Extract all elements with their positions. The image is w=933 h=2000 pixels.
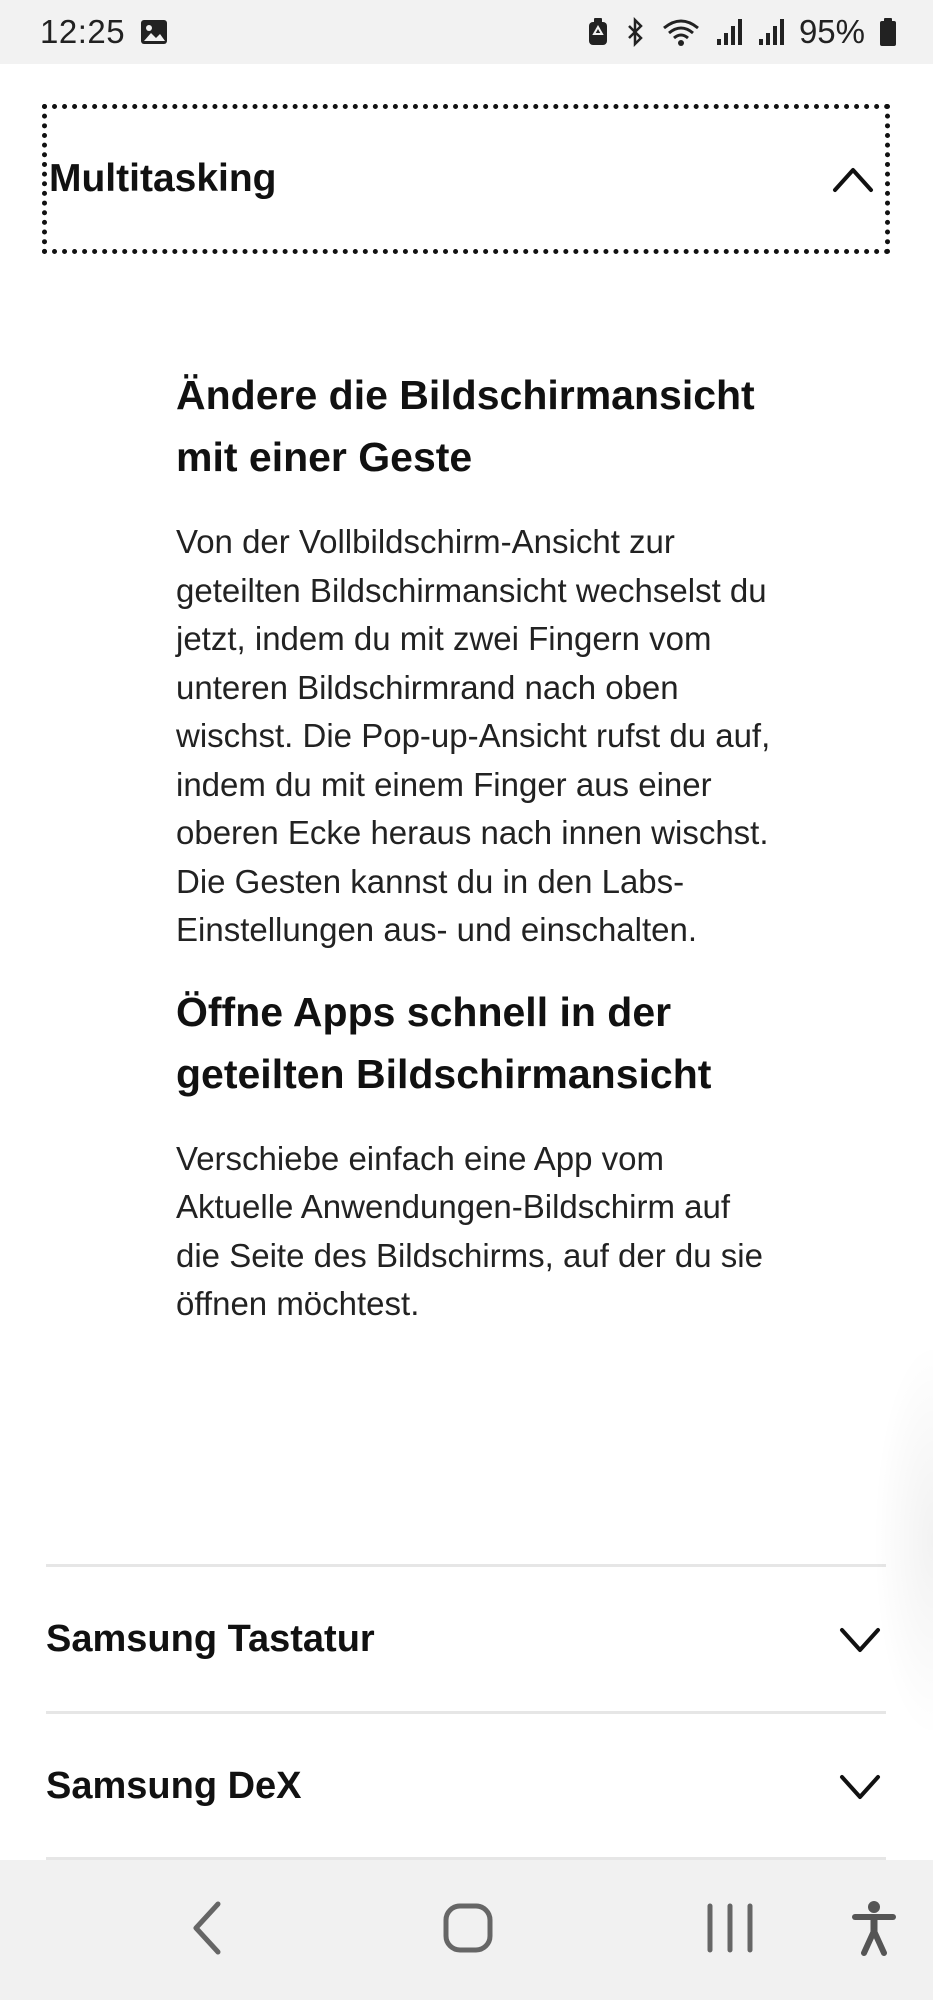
chevron-down-icon[interactable] — [838, 1764, 882, 1808]
back-icon — [188, 1900, 228, 1961]
article-heading: Öffne Apps schnell in der geteilten Bildschirmansicht — [176, 988, 712, 1097]
section-title: Multitasking — [49, 157, 277, 200]
back-button[interactable] — [168, 1890, 248, 1970]
signal-icon — [715, 17, 743, 47]
article-heading: Ändere die Bildschirmansicht mit einer Geste — [176, 372, 755, 480]
status-bar-left — [40, 13, 169, 51]
accessibility-button[interactable] — [834, 1890, 914, 1970]
chevron-up-icon[interactable] — [831, 157, 875, 201]
home-button[interactable] — [428, 1890, 508, 1970]
samsung-dex-section-header[interactable] — [46, 1714, 886, 1858]
samsung-tastatur-section-header[interactable] — [46, 1567, 886, 1711]
battery-icon — [879, 17, 897, 47]
section-title: Samsung DeX — [46, 1764, 302, 1807]
status-bar — [0, 0, 933, 64]
multitasking-section-header[interactable] — [42, 104, 890, 254]
recents-button[interactable] — [690, 1890, 770, 1970]
status-bar-right — [587, 13, 897, 51]
battery-percent: 95% — [798, 13, 865, 50]
edge-shadow — [873, 1340, 933, 1740]
accessibility-icon — [852, 1900, 896, 1961]
article-body: Von der Vollbildschirm-Ansicht zur geteilten Bildschirmansicht wechselst du jetzt, indem du mit zwei Fingern vom unteren Bildschirmrand nach oben wischst. Die Pop-up-Ansicht rufst du auf, indem du mit einem Finger aus einer oberen Ecke heraus nach innen wischst. Die Gesten kannst du in den Labs-Einstellungen aus- und einschalten. — [176, 523, 771, 948]
battery-saver-icon — [587, 17, 609, 47]
section-title: Samsung Tastatur — [46, 1617, 375, 1660]
home-icon — [442, 1902, 494, 1959]
wifi-icon — [661, 17, 701, 47]
content-area — [0, 64, 933, 1860]
section-content — [176, 364, 776, 1329]
navigation-bar — [0, 1860, 933, 2000]
status-time: 12:25 — [40, 13, 126, 50]
article-body: Verschiebe einfach eine App vom Aktuelle Anwendungen-Bildschirm auf die Seite des Bildschirms, auf der du sie öffnen möchtest. — [176, 1139, 763, 1322]
signal-icon — [757, 17, 785, 47]
recents-icon — [704, 1902, 756, 1959]
bluetooth-icon — [623, 17, 647, 47]
gallery-icon — [139, 17, 169, 47]
